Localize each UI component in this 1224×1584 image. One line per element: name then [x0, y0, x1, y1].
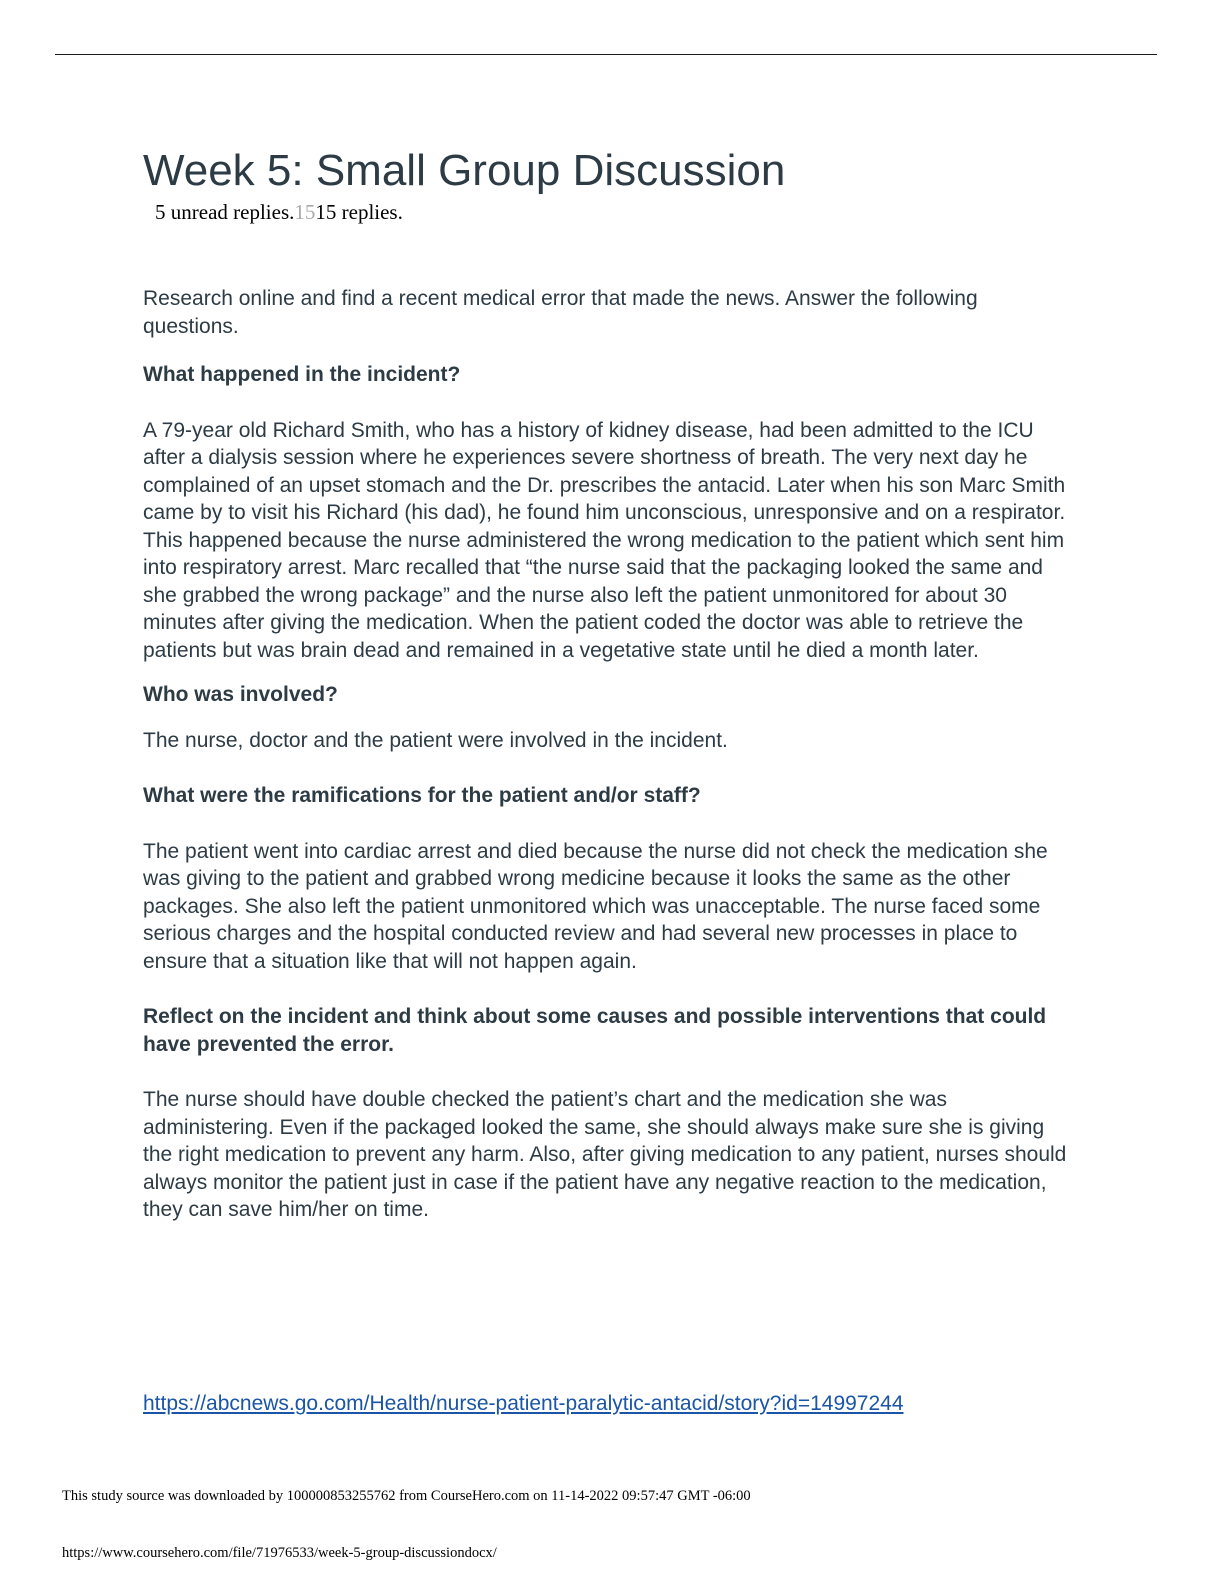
document-body — [143, 140, 1073, 1224]
question-3: What were the ramifications for the patient and/or staff? — [143, 784, 701, 807]
download-notice: This study source was downloaded by 100000853255762 from CourseHero.com on 11-14-2022 09:57:47 GMT -06:00 — [62, 1488, 751, 1504]
unread-count-faded: 15 — [294, 200, 316, 224]
question-2: Who was involved? — [143, 683, 338, 706]
unread-replies: 5 unread replies. — [155, 200, 295, 224]
total-replies: 15 replies. — [315, 200, 403, 224]
page-title: Week 5: Small Group Discussion — [143, 146, 786, 195]
question-1: What happened in the incident? — [143, 363, 461, 386]
answer-1: A 79-year old Richard Smith, who has a history of kidney disease, had been admitted to the ICU after a dialysis session where he experiences severe shortness of breath. The very next day he complained of an upset stomach and the Dr. prescribes the antacid. Later when his son Marc Smith came by to visit his Richard (his dad), he found him unconscious, unresponsive and on a respirator. This happened because the nurse administered the wrong medication to the patient which sent him into respiratory arrest. Marc recalled that “the nurse said that the packaging looked the same and she grabbed the wrong package” and the nurse also left the patient unmonitored for about 30 minutes after giving the medication. When the patient coded the doctor was able to retrieve the patients but was brain dead and remained in a vegetative state until he died a month later. — [143, 418, 1066, 662]
answer-3: The patient went into cardiac arrest and died because the nurse did not check the medication she was giving to the patient and grabbed wrong medicine because it looks the same as the other packages. She also left the patient unmonitored which was unacceptable. The nurse faced some serious charges and the hospital conducted review and had several new processes in place to ensure that a situation like that will not happen again. — [143, 839, 1048, 973]
answer-4: The nurse should have double checked the patient’s chart and the medication she was administering. Even if the packaged looked the same, she should always make sure she is giving the right medication to prevent any harm. Also, after giving medication to any patient, nurses should always monitor the patient just in case if the patient have any negative reaction to the medication, they can save him/her on time. — [143, 1088, 1067, 1221]
top-rule — [55, 54, 1157, 55]
question-4: Reflect on the incident and think about some causes and possible interventions that could have prevented the error. — [143, 1005, 1047, 1056]
reply-count — [155, 198, 1073, 226]
answer-2: The nurse, doctor and the patient were involved in the incident. — [143, 728, 728, 752]
source-link[interactable]: https://abcnews.go.com/Health/nurse-patient-paralytic-antacid/story?id=14997244 — [143, 1392, 904, 1415]
footer-url: https://www.coursehero.com/file/71976533/week-5-group-discussiondocx/ — [62, 1545, 497, 1561]
intro-text: Research online and find a recent medical error that made the news. Answer the following questions. — [143, 287, 978, 338]
